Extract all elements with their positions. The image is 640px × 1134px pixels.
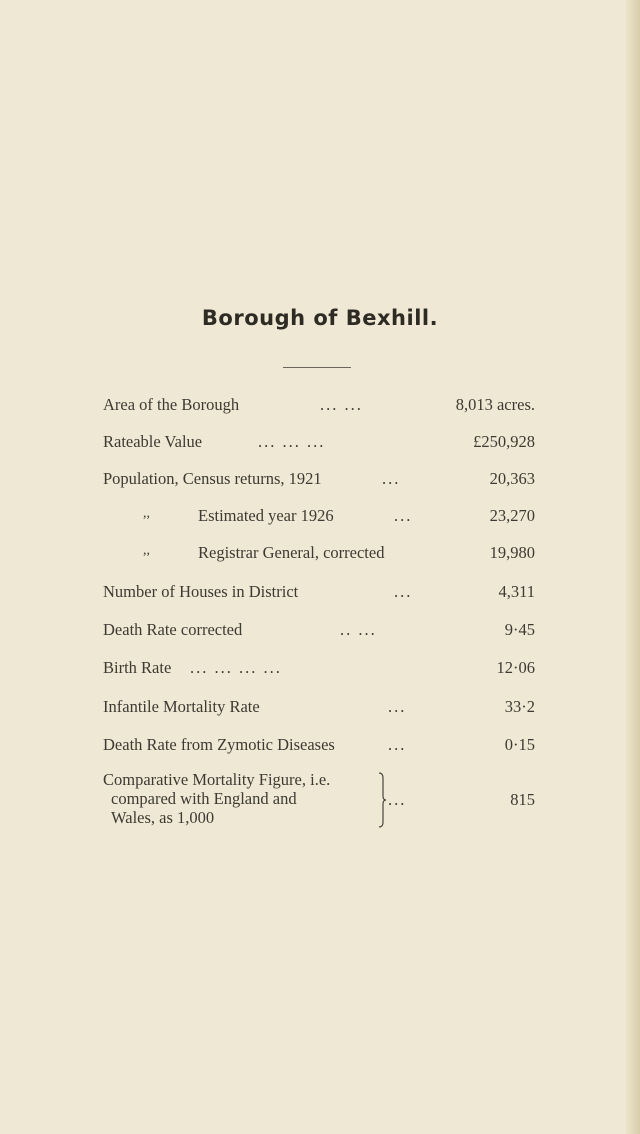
row-leader: ... ... xyxy=(320,395,363,414)
comparative-mortality-label xyxy=(103,770,330,827)
row-label: Death Rate corrected xyxy=(103,620,243,639)
row-value: 33·2 xyxy=(504,697,535,716)
table-row xyxy=(0,432,640,456)
row-leader: ... ... ... xyxy=(258,432,326,451)
table-row xyxy=(0,469,640,493)
row-leader: ... ... ... ... xyxy=(190,658,282,677)
table-row xyxy=(0,543,640,567)
ditto-mark: ,, xyxy=(143,543,150,558)
table-row xyxy=(0,582,640,606)
row-value: 8,013 acres. xyxy=(455,395,535,414)
table-row xyxy=(0,735,640,759)
table-row xyxy=(0,697,640,721)
comparative-line: compared with England and xyxy=(111,789,297,808)
table-row xyxy=(0,620,640,644)
page-edge xyxy=(626,0,640,1134)
row-leader: ... xyxy=(394,506,413,525)
row-label: Rateable Value xyxy=(103,432,203,451)
row-leader: .. ... xyxy=(340,620,377,639)
table-row xyxy=(0,658,640,682)
row-label: Population, Census returns, 1921 xyxy=(103,469,322,488)
row-label: Number of Houses in District xyxy=(103,582,299,601)
page-title: Borough of Bexhill. xyxy=(201,306,439,330)
row-label: Infantile Mortality Rate xyxy=(103,697,260,716)
row-label: Death Rate from Zymotic Diseases xyxy=(103,735,335,754)
comparative-line: Wales, as 1,000 xyxy=(111,808,215,827)
ditto-mark: ,, xyxy=(143,506,150,521)
row-value: 12·06 xyxy=(496,658,535,677)
row-leader: ... xyxy=(388,735,407,754)
row-label: Birth Rate xyxy=(103,658,172,677)
row-value: 19,980 xyxy=(489,543,535,562)
curly-brace-icon xyxy=(378,772,386,828)
comparative-leader: ... xyxy=(388,790,407,809)
row-value: 20,363 xyxy=(489,469,535,488)
row-leader: ... xyxy=(394,582,413,601)
row-value: 23,270 xyxy=(489,506,535,525)
row-label: Area of the Borough xyxy=(103,395,240,414)
row-value: 4,311 xyxy=(498,582,535,601)
row-value: £250,928 xyxy=(473,432,535,451)
row-value: 9·45 xyxy=(504,620,535,639)
title-divider xyxy=(283,367,351,368)
row-leader: ... xyxy=(388,697,407,716)
comparative-line: Comparative Mortality Figure, i.e. xyxy=(103,770,331,789)
row-label: Estimated year 1926 xyxy=(198,506,334,525)
table-row xyxy=(0,506,640,530)
comparative-value: 815 xyxy=(510,790,535,809)
row-label: Registrar General, corrected xyxy=(198,543,385,562)
row-value: 0·15 xyxy=(504,735,535,754)
row-leader: ... xyxy=(382,469,401,488)
table-row xyxy=(0,395,640,419)
